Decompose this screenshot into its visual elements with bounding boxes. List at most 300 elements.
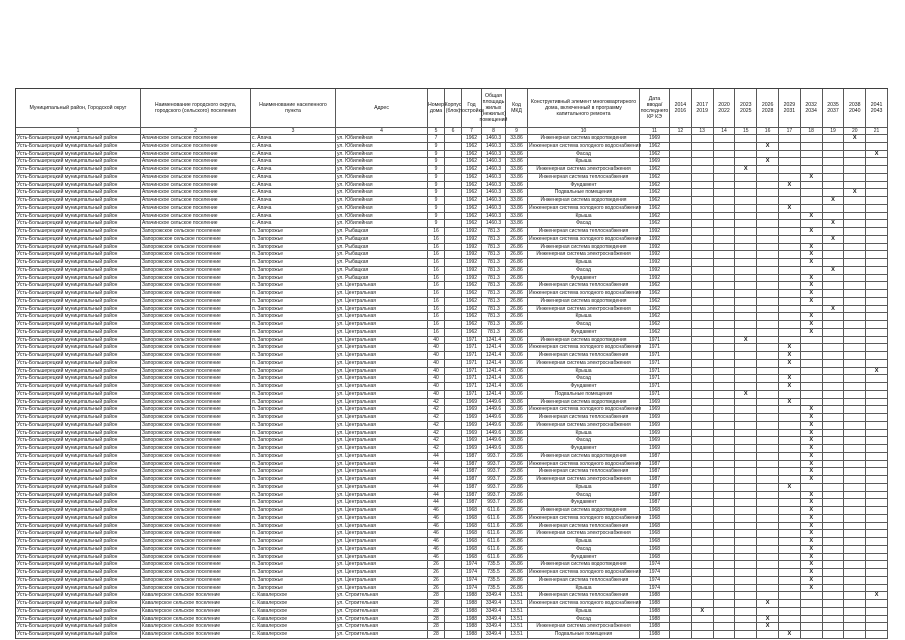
repair-period-mark: X (757, 600, 779, 608)
last-repair-date-cell: 1971 (640, 391, 670, 399)
build-year-cell: 1962 (462, 189, 482, 197)
repair-period-mark: X (801, 298, 823, 306)
structural-element-cell: Фасад (528, 492, 640, 500)
repair-period-mark (714, 275, 736, 283)
repair-period-mark (801, 197, 823, 205)
structural-element-cell: Инженерная система электроснабжения (528, 530, 640, 538)
total-area-cell: 1460.3 (482, 166, 506, 174)
repair-period-mark (801, 337, 823, 345)
repair-period-mark (757, 197, 779, 205)
address-cell: ул. Центральная (336, 399, 428, 407)
house-number-cell: 16 (428, 236, 445, 244)
last-repair-date-cell: 1971 (640, 344, 670, 352)
house-number-cell: 44 (428, 461, 445, 469)
build-year-cell: 1971 (462, 375, 482, 383)
house-number-cell: 16 (428, 259, 445, 267)
repair-period-mark (757, 476, 779, 484)
repair-period-mark (714, 166, 736, 174)
repair-period-mark: X (757, 158, 779, 166)
address-cell: ул. Рыбацкая (336, 251, 428, 259)
build-year-cell: 1962 (462, 135, 482, 143)
mkd-code-cell: 33.86 (506, 182, 528, 190)
repair-period-mark (779, 313, 801, 321)
repair-period-mark (823, 298, 845, 306)
total-area-cell: 1460.3 (482, 151, 506, 159)
structural-element-cell: Инженерная система холодного водоснабжения (529, 235, 642, 242)
repair-period-mark (692, 422, 714, 430)
repair-period-mark (692, 244, 714, 252)
repair-period-mark (866, 306, 888, 314)
repair-period-mark (757, 569, 779, 577)
repair-period-mark (779, 236, 801, 244)
repair-period-mark (692, 182, 714, 190)
last-repair-date-cell: 1962 (640, 166, 670, 174)
build-year-cell: 1968 (462, 507, 482, 515)
repair-period-mark (714, 538, 736, 546)
repair-period-mark (757, 577, 779, 585)
structural-element-cell: Фасад (528, 437, 640, 445)
repair-period-mark (866, 422, 888, 430)
repair-period-mark: X (801, 213, 823, 221)
last-repair-date-cell: 1968 (640, 507, 670, 515)
structural-element-cell: Инженерная система водоотведения (528, 244, 640, 252)
repair-period-mark (735, 228, 757, 236)
repair-period-mark (866, 430, 888, 438)
repair-period-mark (823, 616, 845, 624)
house-number-cell: 16 (428, 228, 445, 236)
block-cell (445, 143, 462, 151)
repair-period-mark (670, 507, 692, 515)
repair-period-mark (670, 189, 692, 197)
build-year-cell: 1969 (462, 414, 482, 422)
mkd-code-cell: 26.86 (506, 546, 528, 554)
repair-period-mark (670, 623, 692, 631)
repair-period-mark (714, 182, 736, 190)
house-number-cell: 42 (428, 399, 445, 407)
locality-cell: п. Запорожье (251, 391, 336, 399)
build-year-cell: 1971 (462, 368, 482, 376)
locality-cell: п. Запорожье (251, 461, 336, 469)
repair-period-mark (735, 399, 757, 407)
repair-period-mark (757, 499, 779, 507)
structural-element-cell: Крыша (528, 368, 640, 376)
total-area-cell: 1460.3 (482, 205, 506, 213)
repair-period-mark (735, 329, 757, 337)
block-cell (445, 267, 462, 275)
repair-period-mark (779, 523, 801, 531)
locality-cell: п. Запорожье (251, 275, 336, 283)
house-number-cell: 26 (428, 585, 445, 593)
structural-element-cell: Фундамент (528, 499, 640, 507)
mkd-code-cell: 13.51 (506, 592, 528, 600)
locality-cell: п. Запорожье (251, 430, 336, 438)
repair-period-mark (844, 414, 866, 422)
settlement-cell: Запорожское сельское поселение (141, 445, 251, 453)
header-period-2023-2025: 2023 2025 (735, 89, 757, 128)
build-year-cell: 1962 (462, 197, 482, 205)
repair-period-mark (692, 344, 714, 352)
repair-period-mark (757, 306, 779, 314)
repair-period-mark (714, 399, 736, 407)
last-repair-date-cell: 1969 (640, 135, 670, 143)
last-repair-date-cell: 1992 (640, 259, 670, 267)
repair-period-mark (866, 399, 888, 407)
district-cell: Усть-Большерецкий муниципальный район (16, 213, 141, 221)
repair-period-mark (692, 352, 714, 360)
repair-period-mark (866, 352, 888, 360)
repair-period-mark (692, 530, 714, 538)
last-repair-date-cell: 1962 (640, 313, 670, 321)
settlement-cell: Апачинское сельское поселение (141, 189, 251, 197)
district-cell: Усть-Большерецкий муниципальный район (16, 523, 141, 531)
locality-cell: с. Апача (251, 205, 336, 213)
repair-period-mark (844, 244, 866, 252)
repair-period-mark (866, 220, 888, 228)
district-cell: Усть-Большерецкий муниципальный район (16, 220, 141, 228)
house-number-cell: 16 (428, 251, 445, 259)
house-number-cell: 26 (428, 577, 445, 585)
district-cell: Усть-Большерецкий муниципальный район (16, 251, 141, 259)
repair-period-mark: X (801, 321, 823, 329)
last-repair-date-cell: 1962 (640, 143, 670, 151)
repair-period-mark (779, 507, 801, 515)
repair-period-mark (757, 383, 779, 391)
last-repair-date-cell: 1988 (640, 623, 670, 631)
repair-period-mark (844, 267, 866, 275)
repair-period-mark: X (823, 267, 845, 275)
last-repair-date-cell: 1971 (640, 360, 670, 368)
last-repair-date-cell: 1969 (640, 406, 670, 414)
repair-period-mark (779, 251, 801, 259)
repair-period-mark (670, 546, 692, 554)
address-cell: ул. Центральная (336, 391, 428, 399)
build-year-cell: 1968 (462, 530, 482, 538)
block-cell (445, 151, 462, 159)
repair-period-mark (779, 554, 801, 562)
mkd-code-cell: 26.86 (506, 538, 528, 546)
repair-period-mark (714, 267, 736, 275)
locality-cell: п. Запорожье (251, 259, 336, 267)
repair-period-mark (757, 321, 779, 329)
total-area-cell: 1449.6 (482, 399, 506, 407)
repair-period-mark (866, 468, 888, 476)
repair-period-mark: X (801, 530, 823, 538)
repair-period-mark (670, 492, 692, 500)
repair-period-mark: X (866, 151, 888, 159)
repair-period-mark (844, 538, 866, 546)
repair-period-mark (692, 577, 714, 585)
repair-period-mark (714, 569, 736, 577)
column-number: 2 (141, 128, 251, 135)
repair-period-mark (844, 275, 866, 283)
last-repair-date-cell: 1987 (640, 468, 670, 476)
last-repair-date-cell: 1971 (640, 352, 670, 360)
repair-period-mark (757, 282, 779, 290)
repair-period-mark (692, 151, 714, 159)
last-repair-date-cell: 1968 (640, 515, 670, 523)
repair-period-mark: X (801, 290, 823, 298)
repair-period-mark (670, 290, 692, 298)
repair-period-mark (823, 631, 845, 639)
repair-period-mark (844, 546, 866, 554)
house-number-cell: 16 (428, 313, 445, 321)
last-repair-date-cell: 1968 (640, 546, 670, 554)
settlement-cell: Запорожское сельское поселение (141, 507, 251, 515)
repair-period-mark (844, 321, 866, 329)
locality-cell: п. Запорожье (251, 298, 336, 306)
address-cell: ул. Центральная (336, 585, 428, 593)
repair-period-mark (779, 561, 801, 569)
house-number-cell: 16 (428, 282, 445, 290)
header-period-2035-2037: 2035 2037 (823, 89, 845, 128)
district-cell: Усть-Большерецкий муниципальный район (16, 174, 141, 182)
mkd-code-cell: 29.86 (506, 492, 528, 500)
header-period-2032-2034: 2032 2034 (801, 89, 823, 128)
repair-period-mark (801, 205, 823, 213)
repair-period-mark (779, 228, 801, 236)
settlement-cell: Запорожское сельское поселение (141, 352, 251, 360)
repair-period-mark (844, 515, 866, 523)
block-cell (445, 585, 462, 593)
repair-period-mark (844, 437, 866, 445)
column-number: 16 (757, 128, 779, 135)
build-year-cell: 1962 (462, 220, 482, 228)
settlement-cell: Апачинское сельское поселение (141, 213, 251, 221)
repair-period-mark (757, 352, 779, 360)
repair-period-mark (735, 352, 757, 360)
repair-period-mark: X (801, 259, 823, 267)
repair-period-mark (735, 561, 757, 569)
repair-period-mark (779, 600, 801, 608)
locality-cell: с. Апача (251, 197, 336, 205)
last-repair-date-cell: 1962 (640, 205, 670, 213)
structural-element-cell: Подвальные помещения (528, 631, 640, 639)
structural-element-cell: Инженерная система электроснабжения (528, 422, 640, 430)
repair-period-mark (670, 282, 692, 290)
structural-element-cell: Фасад (528, 546, 640, 554)
structural-element-cell: Инженерная система электроснабжения (528, 251, 640, 259)
repair-period-mark (735, 608, 757, 616)
repair-period-mark (866, 344, 888, 352)
house-number-cell: 46 (428, 554, 445, 562)
repair-period-mark: X (779, 383, 801, 391)
repair-period-mark (692, 445, 714, 453)
repair-period-mark (757, 631, 779, 639)
structural-element-cell: Инженерная система электроснабжения (528, 360, 640, 368)
locality-cell: п. Запорожье (251, 484, 336, 492)
repair-period-mark (844, 430, 866, 438)
repair-period-mark (714, 631, 736, 639)
repair-period-mark (714, 476, 736, 484)
repair-period-mark (692, 197, 714, 205)
repair-period-mark (735, 368, 757, 376)
repair-period-mark (866, 189, 888, 197)
repair-period-mark (714, 422, 736, 430)
house-number-cell: 16 (428, 244, 445, 252)
repair-period-mark (844, 406, 866, 414)
mkd-code-cell: 26.86 (506, 530, 528, 538)
settlement-cell: Запорожское сельское поселение (141, 492, 251, 500)
mkd-code-cell: 29.86 (506, 484, 528, 492)
house-number-cell: 44 (428, 492, 445, 500)
repair-period-mark (866, 321, 888, 329)
last-repair-date-cell: 1971 (640, 368, 670, 376)
build-year-cell: 1987 (462, 499, 482, 507)
repair-period-mark (823, 554, 845, 562)
district-cell: Усть-Большерецкий муниципальный район (16, 182, 141, 190)
structural-element-cell: Фундамент (528, 275, 640, 283)
locality-cell: п. Запорожье (251, 561, 336, 569)
repair-period-mark (714, 530, 736, 538)
last-repair-date-cell: 1969 (640, 158, 670, 166)
repair-period-mark (844, 290, 866, 298)
house-number-cell: 44 (428, 476, 445, 484)
block-cell (445, 135, 462, 143)
mkd-code-cell: 26.86 (506, 298, 528, 306)
repair-period-mark (757, 259, 779, 267)
repair-period-mark (714, 213, 736, 221)
settlement-cell: Запорожское сельское поселение (141, 368, 251, 376)
district-cell: Усть-Большерецкий муниципальный район (16, 228, 141, 236)
repair-period-mark (844, 616, 866, 624)
repair-period-mark (692, 205, 714, 213)
last-repair-date-cell: 1992 (640, 275, 670, 283)
total-area-cell: 993.7 (482, 468, 506, 476)
repair-period-mark (714, 135, 736, 143)
repair-period-mark (801, 484, 823, 492)
build-year-cell: 1974 (462, 569, 482, 577)
repair-period-mark (670, 577, 692, 585)
mkd-code-cell: 30.86 (506, 430, 528, 438)
house-number-cell: 44 (428, 453, 445, 461)
district-cell: Усть-Большерецкий муниципальный район (16, 577, 141, 585)
repair-period-mark (866, 313, 888, 321)
mkd-code-cell: 26.86 (506, 282, 528, 290)
repair-period-mark (735, 577, 757, 585)
last-repair-date-cell: 1974 (640, 577, 670, 585)
address-cell: ул. Центральная (336, 368, 428, 376)
repair-period-mark (670, 430, 692, 438)
block-cell (445, 298, 462, 306)
repair-period-mark (735, 189, 757, 197)
repair-period-mark (844, 476, 866, 484)
column-number: 7 (462, 128, 482, 135)
mkd-code-cell: 29.86 (506, 476, 528, 484)
repair-period-mark (844, 461, 866, 469)
repair-period-mark (670, 538, 692, 546)
block-cell (445, 631, 462, 639)
repair-period-mark (801, 151, 823, 159)
repair-period-mark (779, 259, 801, 267)
build-year-cell: 1987 (462, 453, 482, 461)
locality-cell: с. Апача (251, 174, 336, 182)
mkd-code-cell: 13.51 (506, 600, 528, 608)
repair-period-mark (866, 437, 888, 445)
repair-period-mark (779, 499, 801, 507)
repair-period-mark (866, 290, 888, 298)
address-cell: ул. Центральная (336, 360, 428, 368)
repair-period-mark (779, 213, 801, 221)
settlement-cell: Апачинское сельское поселение (141, 143, 251, 151)
structural-element-cell: Фасад (528, 151, 640, 159)
block-cell (445, 306, 462, 314)
repair-period-mark: X (779, 182, 801, 190)
repair-period-mark (844, 391, 866, 399)
district-cell: Усть-Большерецкий муниципальный район (16, 399, 141, 407)
district-cell: Усть-Большерецкий муниципальный район (16, 158, 141, 166)
repair-period-mark (866, 445, 888, 453)
repair-period-mark (757, 437, 779, 445)
total-area-cell: 1449.6 (482, 422, 506, 430)
repair-period-mark (670, 523, 692, 531)
repair-period-mark: X (757, 623, 779, 631)
structural-element-cell: Инженерная система теплоснабжения (528, 468, 640, 476)
address-cell: ул. Рыбацкая (336, 244, 428, 252)
district-cell: Усть-Большерецкий муниципальный район (16, 290, 141, 298)
repair-period-mark (866, 616, 888, 624)
column-number: 8 (482, 128, 506, 135)
house-number-cell: 16 (428, 321, 445, 329)
last-repair-date-cell: 1962 (640, 197, 670, 205)
repair-period-mark (844, 523, 866, 531)
district-cell: Усть-Большерецкий муниципальный район (16, 585, 141, 593)
address-cell: ул. Центральная (336, 499, 428, 507)
house-number-cell: 16 (428, 267, 445, 275)
repair-period-mark (823, 321, 845, 329)
build-year-cell: 1992 (462, 251, 482, 259)
repair-period-mark (735, 236, 757, 244)
repair-period-mark (714, 321, 736, 329)
locality-cell: с. Апача (251, 213, 336, 221)
repair-period-mark: X (801, 561, 823, 569)
repair-period-mark (670, 143, 692, 151)
repair-period-mark (714, 499, 736, 507)
address-cell: ул. Центральная (336, 406, 428, 414)
block-cell (445, 259, 462, 267)
build-year-cell: 1992 (462, 267, 482, 275)
address-cell: ул. Юбилейная (336, 158, 428, 166)
address-cell: ул. Строительная (336, 608, 428, 616)
total-area-cell: 3349.4 (482, 608, 506, 616)
locality-cell: п. Запорожье (251, 329, 336, 337)
repair-period-mark (801, 182, 823, 190)
repair-period-mark (735, 515, 757, 523)
repair-period-mark (735, 631, 757, 639)
total-area-cell: 781.3 (482, 251, 506, 259)
repair-period-mark (735, 569, 757, 577)
total-area-cell: 1241.4 (482, 360, 506, 368)
repair-period-mark (866, 228, 888, 236)
repair-period-mark (823, 569, 845, 577)
header-block: Корпус (блок) (445, 89, 462, 128)
total-area-cell: 3349.4 (482, 592, 506, 600)
column-number: 21 (866, 128, 888, 135)
district-cell: Усть-Большерецкий муниципальный район (16, 275, 141, 283)
repair-period-mark: X (801, 282, 823, 290)
house-number-cell: 46 (428, 515, 445, 523)
repair-period-mark (670, 499, 692, 507)
repair-period-mark (670, 631, 692, 639)
repair-period-mark (801, 189, 823, 197)
repair-period-mark (779, 197, 801, 205)
district-cell: Усть-Большерецкий муниципальный район (16, 236, 141, 244)
repair-period-mark (823, 275, 845, 283)
repair-period-mark (866, 375, 888, 383)
repair-period-mark (735, 623, 757, 631)
build-year-cell: 1988 (462, 600, 482, 608)
house-number-cell: 44 (428, 484, 445, 492)
repair-period-mark (757, 360, 779, 368)
